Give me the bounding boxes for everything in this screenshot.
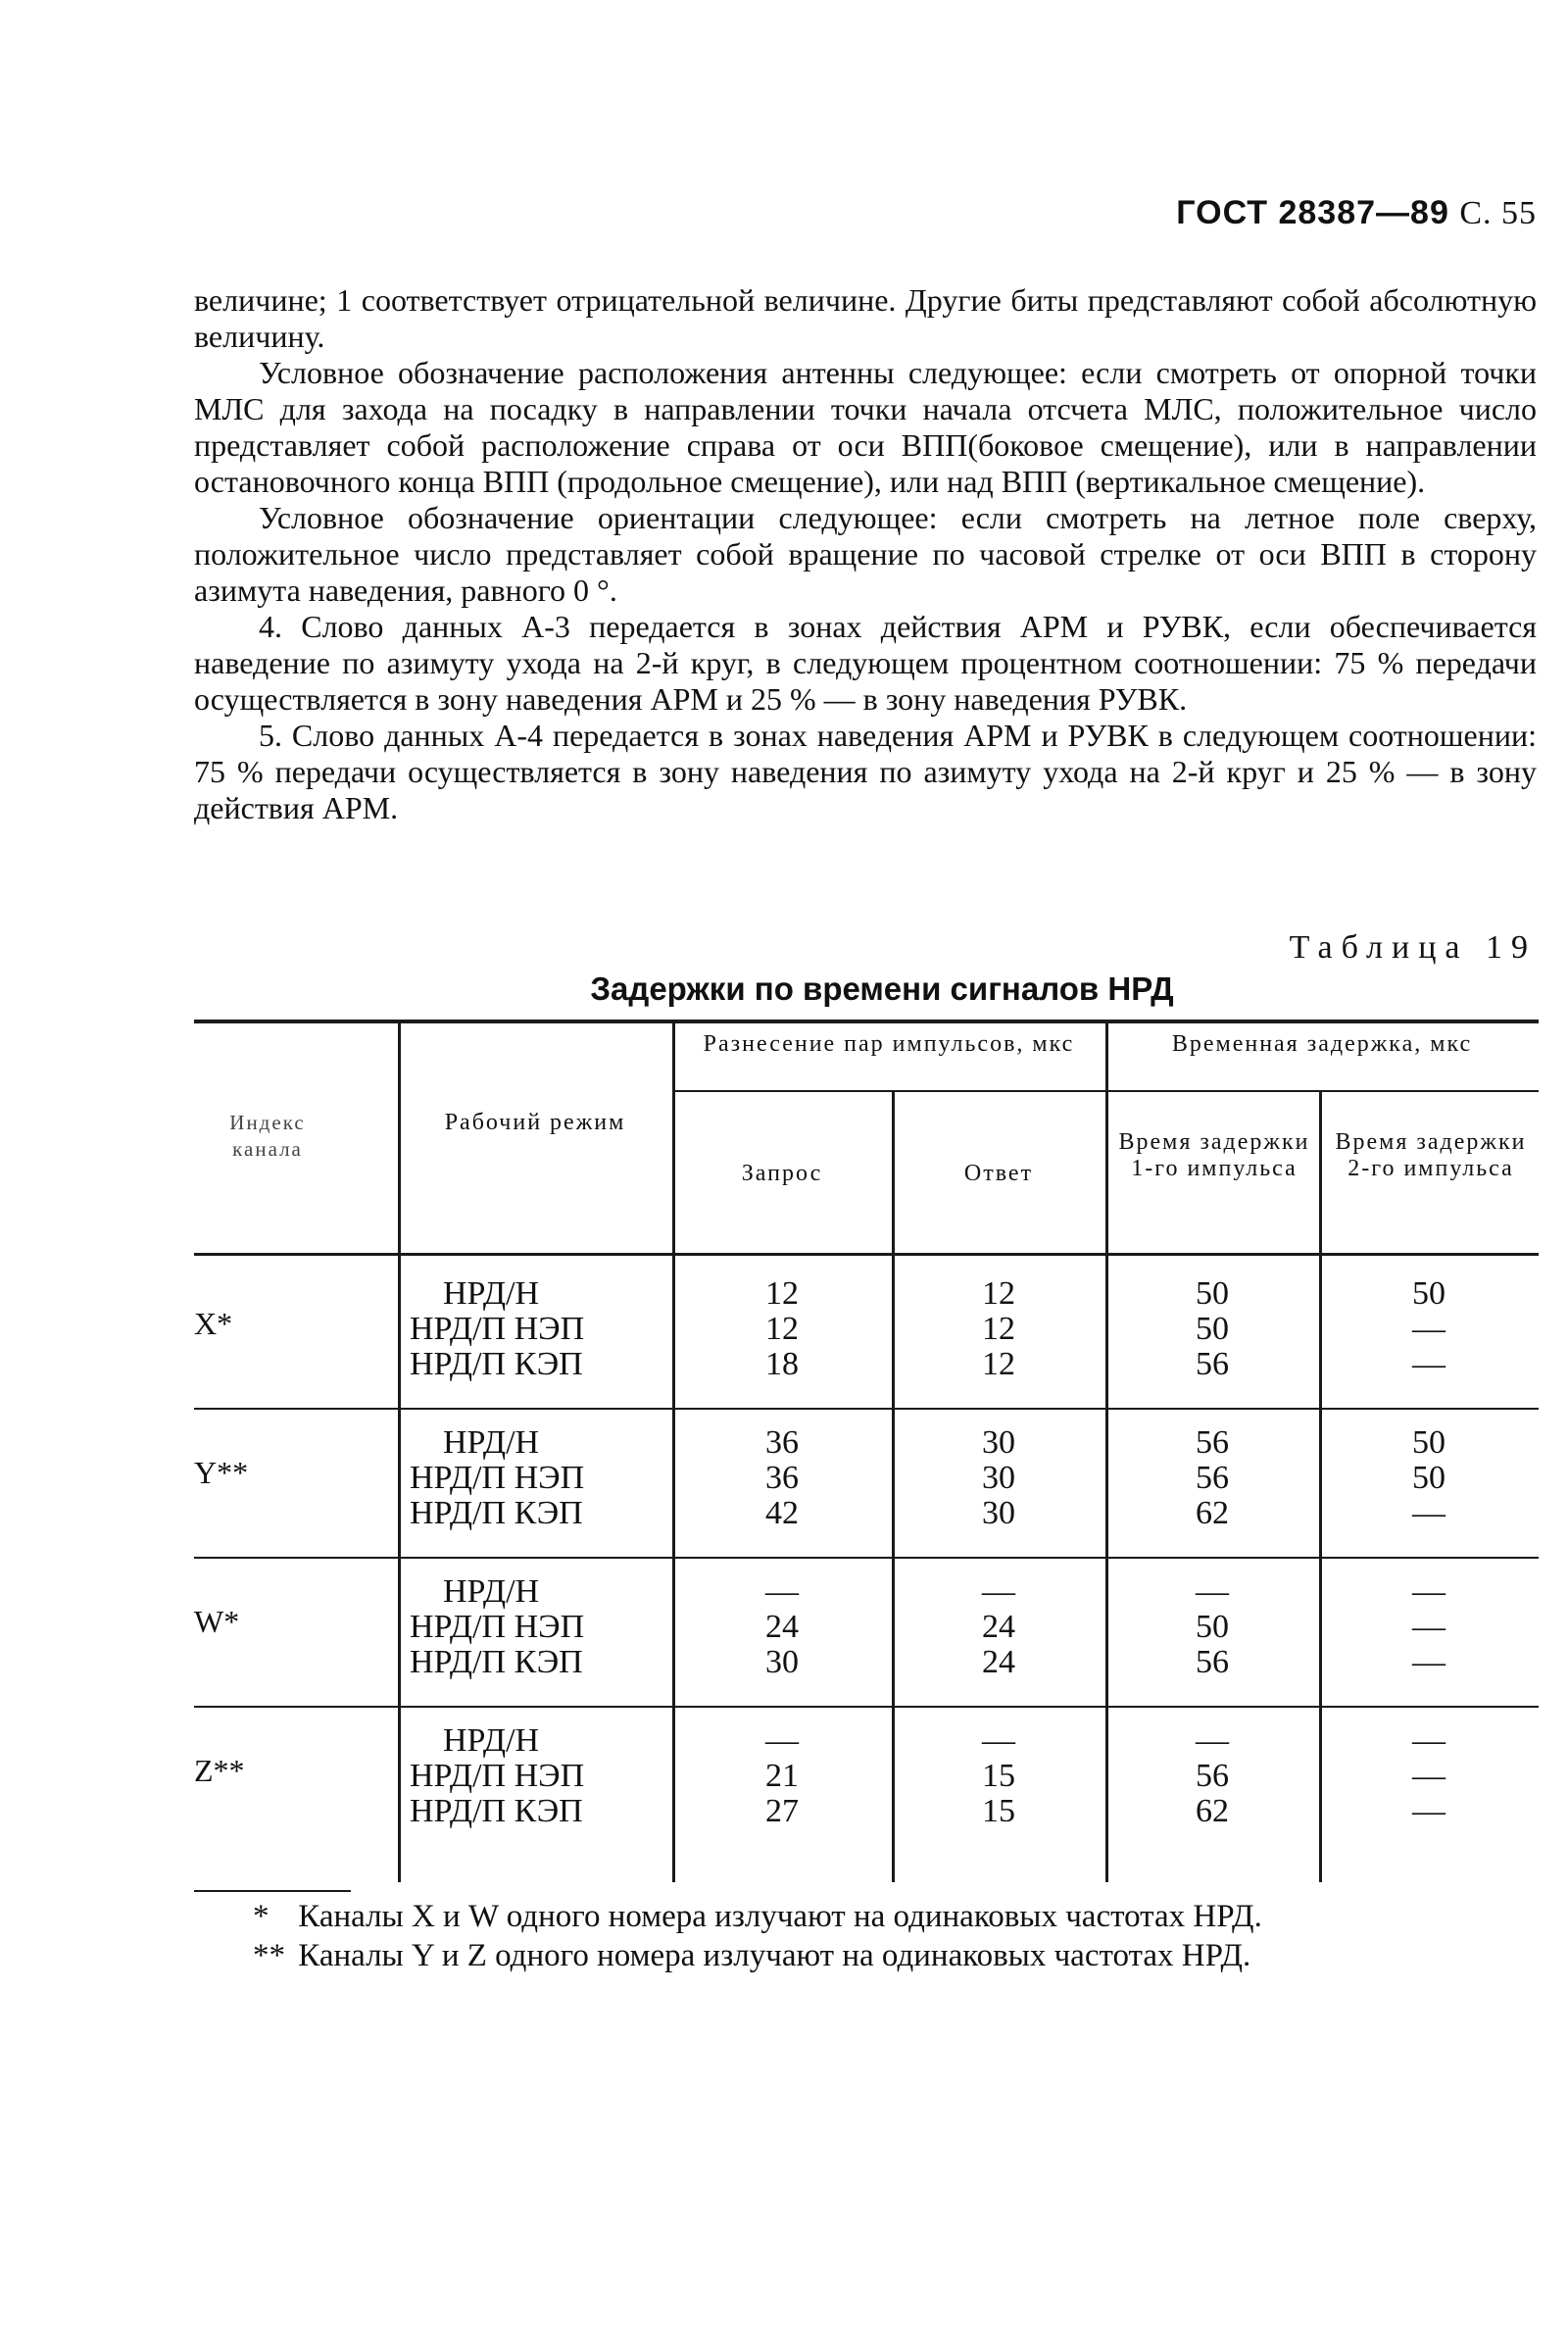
value: 27 [765, 1793, 799, 1829]
value: — [1412, 1311, 1446, 1347]
footnote-mark: ** [253, 1938, 285, 1973]
mode: НРД/П КЭП [410, 1495, 583, 1531]
body-text [194, 282, 1537, 826]
mode: НРД/П НЭП [410, 1460, 585, 1496]
answer-values [892, 1276, 1105, 1382]
value: 15 [982, 1793, 1015, 1829]
delay1-values [1105, 1723, 1319, 1829]
value: 50 [1196, 1609, 1229, 1645]
delay2-values [1319, 1425, 1539, 1531]
mode: НРД/П КЭП [410, 1346, 583, 1382]
value: — [982, 1573, 1015, 1610]
mode: НРД/П НЭП [410, 1311, 585, 1347]
group-rule [194, 1408, 1539, 1410]
delay2-values [1319, 1276, 1539, 1382]
value: 50 [1412, 1460, 1446, 1496]
table-caption: Задержки по времени сигналов НРД [590, 971, 1174, 1007]
mode: НРД/Н [443, 1275, 540, 1312]
delay1-values [1105, 1574, 1319, 1680]
footnote-text: Каналы Y и Z одного номера излучают на одинаковых частотах НРД. [298, 1938, 1251, 1973]
value: 42 [765, 1495, 799, 1531]
value: 21 [765, 1758, 799, 1794]
value: — [1412, 1609, 1446, 1645]
mode-list [410, 1574, 672, 1680]
mode-list [410, 1723, 672, 1829]
mode: НРД/П НЭП [410, 1758, 585, 1794]
value: 24 [982, 1609, 1015, 1645]
request-values [672, 1425, 892, 1531]
value: 50 [1196, 1311, 1229, 1347]
value: 56 [1196, 1424, 1229, 1461]
footnote [253, 1897, 1262, 1936]
value: 12 [982, 1346, 1015, 1382]
header-delay1: Время задержки 1-го импульса [1118, 1129, 1310, 1181]
answer-values [892, 1425, 1105, 1531]
mode: НРД/П КЭП [410, 1793, 583, 1829]
request-values [672, 1574, 892, 1680]
mode: НРД/П КЭП [410, 1644, 583, 1680]
value: 50 [1412, 1275, 1446, 1312]
value: — [982, 1722, 1015, 1759]
header-mode: Рабочий режим [444, 1110, 626, 1135]
value: 50 [1412, 1424, 1446, 1461]
footnotes [253, 1897, 1262, 1975]
value: — [1196, 1722, 1229, 1759]
mode: НРД/Н [443, 1573, 540, 1610]
column-divider [398, 1020, 401, 1882]
value: 30 [982, 1424, 1015, 1461]
value: — [765, 1722, 799, 1759]
value: 56 [1196, 1460, 1229, 1496]
document-code: ГОСТ 28387—89 [1176, 194, 1449, 231]
header-delay2: Время задержки 2-го импульса [1335, 1129, 1527, 1181]
header-bottom-rule [194, 1253, 1539, 1256]
value: 12 [765, 1311, 799, 1347]
channel-label: X* [194, 1306, 233, 1341]
answer-values [892, 1723, 1105, 1829]
delay2-values [1319, 1723, 1539, 1829]
footnote [253, 1936, 1262, 1975]
delay1-values [1105, 1276, 1319, 1382]
header-delay-group: Временная задержка, мкс [1171, 1031, 1473, 1057]
mode-list [410, 1276, 672, 1382]
value: 24 [765, 1609, 799, 1645]
value: 56 [1196, 1644, 1229, 1680]
value: — [1412, 1495, 1446, 1531]
mode: НРД/Н [443, 1722, 540, 1759]
value: 12 [982, 1275, 1015, 1312]
delay-table [194, 1020, 1539, 1882]
value: 30 [765, 1644, 799, 1680]
value: — [765, 1573, 799, 1610]
paragraph: величине; 1 соответствует отрицательной величине. Другие биты представляют собой абсолютную величину. [194, 282, 1537, 354]
table-label: Таблица 19 [1289, 929, 1537, 966]
paragraph: Условное обозначение расположения антенны следующее: если смотреть от опорной точки МЛС для захода на посадку в направлении точки начала отсчета МЛС, положительное число представляет собой расположение справа от оси ВПП(боковое смещение), или в направлении остановочного конца ВПП (продольное смещение), или над ВПП (вертикальное смещение). [194, 355, 1537, 499]
value: 36 [765, 1424, 799, 1461]
value: 12 [982, 1311, 1015, 1347]
value: 62 [1196, 1495, 1229, 1531]
value: 15 [982, 1758, 1015, 1794]
page-number: С. 55 [1459, 195, 1537, 231]
value: 36 [765, 1460, 799, 1496]
table-top-rule [194, 1020, 1539, 1023]
group-rule [194, 1557, 1539, 1559]
value: 50 [1196, 1275, 1229, 1312]
value: 30 [982, 1460, 1015, 1496]
mode-list [410, 1425, 672, 1531]
delay1-values [1105, 1425, 1319, 1531]
value: 24 [982, 1644, 1015, 1680]
value: 56 [1196, 1758, 1229, 1794]
value: — [1196, 1573, 1229, 1610]
header-request: Запрос [741, 1161, 823, 1186]
mode: НРД/Н [443, 1424, 540, 1461]
value: — [1412, 1644, 1446, 1680]
header-channel: Индекс канала [229, 1111, 306, 1161]
request-values [672, 1723, 892, 1829]
group-rule [194, 1706, 1539, 1708]
value: 30 [982, 1495, 1015, 1531]
value: — [1412, 1793, 1446, 1829]
value: 12 [765, 1275, 799, 1312]
footnote-mark: * [253, 1899, 270, 1934]
value: 56 [1196, 1346, 1229, 1382]
paragraph: Условное обозначение ориентации следующее: если смотреть на летное поле сверху, положительное число представляет собой вращение по часовой стрелке от оси ВПП в сторону азимута наведения, равного 0 °. [194, 500, 1537, 608]
header-answer: Ответ [963, 1161, 1034, 1186]
mode: НРД/П НЭП [410, 1609, 585, 1645]
paragraph: 5. Слово данных А-4 передается в зонах наведения АРМ и РУВК в следующем соотношении: 75 % передачи осуществляется в зону наведения по азимуту ухода на 2-й круг и 25 % — в зону действия АРМ. [194, 718, 1537, 825]
value: 62 [1196, 1793, 1229, 1829]
channel-label: Y** [194, 1455, 249, 1490]
value: — [1412, 1758, 1446, 1794]
answer-values [892, 1574, 1105, 1680]
value: 18 [765, 1346, 799, 1382]
header-spacing-group: Разнесение пар импульсов, мкс [703, 1031, 1075, 1057]
paragraph: 4. Слово данных А-3 передается в зонах действия АРМ и РУВК, если обеспечивается наведение по азимуту ухода на 2-й круг, в следующем процентном соотношении: 75 % передачи осуществляется в зону наведения АРМ и 25 % — в зону наведения РУВК. [194, 609, 1537, 717]
page-header [1176, 194, 1537, 232]
footnote-text: Каналы X и W одного номера излучают на одинаковых частотах НРД. [298, 1899, 1262, 1934]
value: — [1412, 1346, 1446, 1382]
footnote-rule [194, 1890, 351, 1892]
channel-label: Z** [194, 1753, 245, 1788]
value: — [1412, 1573, 1446, 1610]
channel-label: W* [194, 1604, 240, 1639]
value: — [1412, 1722, 1446, 1759]
request-values [672, 1276, 892, 1382]
delay2-values [1319, 1574, 1539, 1680]
